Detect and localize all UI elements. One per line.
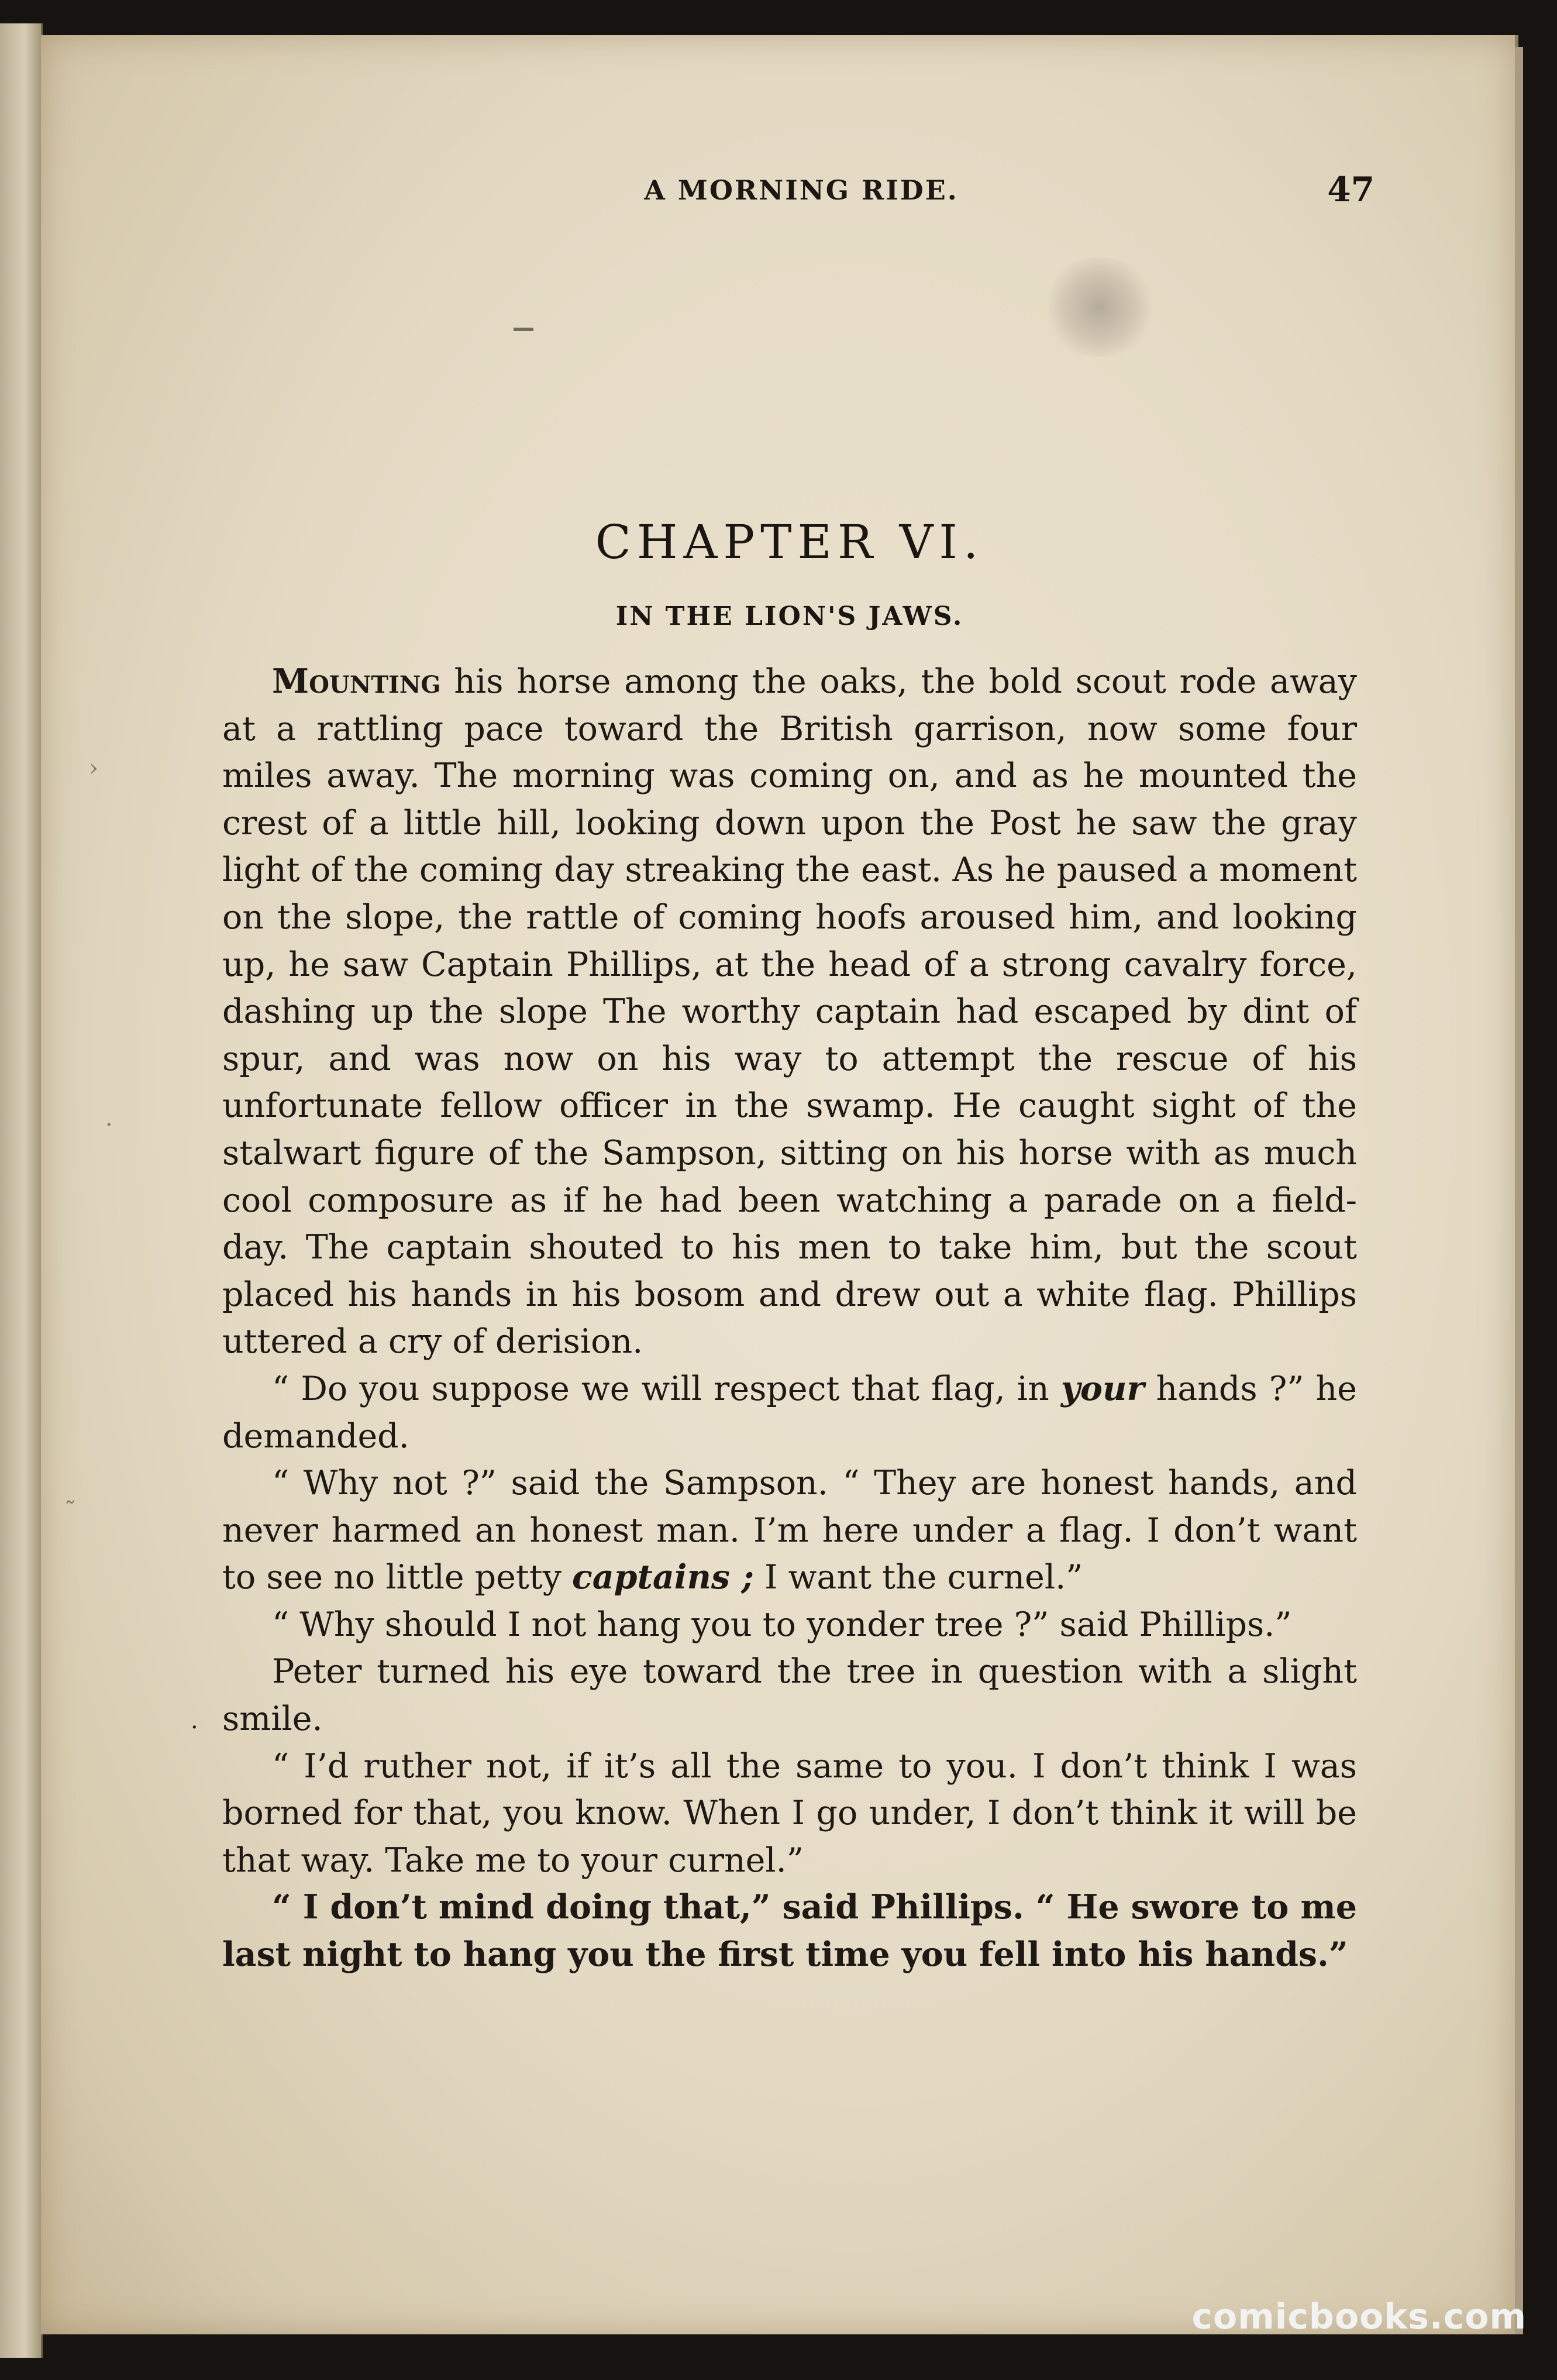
chapter-title: CHAPTER VI.	[595, 515, 984, 569]
margin-speck: ·	[191, 1714, 198, 1741]
paragraph-text: “ Do you suppose we will respect that flag, in	[272, 1369, 1061, 1408]
paragraph-7	[222, 1884, 1357, 1978]
paragraph-5	[222, 1648, 1357, 1742]
page-fore-edge	[1515, 47, 1523, 2334]
paragraph-text: hands ?” he demanded.	[222, 1369, 1357, 1456]
emphasis-word: your	[1060, 1368, 1145, 1408]
stray-ink-mark	[514, 328, 533, 331]
chapter-subtitle: IN THE LION'S JAWS.	[615, 601, 964, 631]
paragraph-1	[222, 658, 1357, 1366]
paragraph-4	[222, 1601, 1357, 1649]
paragraph-text: “ I’d ruther not, if it’s all the same to you. I don’t think I was borned for that, you know. When I go under, I don’t think it will be that way. Take me to your curnel.”	[222, 1746, 1357, 1880]
running-head: A MORNING RIDE.	[644, 174, 959, 206]
paragraph-6	[222, 1743, 1357, 1884]
drop-lead-word: Mounting	[272, 662, 441, 701]
paragraph-text: “ I don’t mind doing that,” said Phillips. “ He swore to me last night to hang you the first time you fell into his hands.”	[222, 1887, 1357, 1975]
paragraph-text: Peter turned his eye toward the tree in question with a slight smile.	[222, 1652, 1357, 1739]
margin-speck: ·	[105, 1112, 113, 1139]
facing-page-edge	[0, 23, 43, 2358]
library-stamp	[1041, 257, 1158, 357]
emphasis-word: captains ;	[572, 1557, 754, 1597]
bleed-through-top	[199, 88, 1357, 486]
paragraph-text: “ Why should I not hang you to yonder tree ?” said Phillips.”	[272, 1605, 1292, 1644]
paragraph-text: “ Why not ?” said the Sampson. “ They are honest hands, and never harmed an honest man. I’m here under a flag. I don’t want to see no little petty	[222, 1464, 1357, 1597]
margin-speck: ›	[89, 755, 98, 782]
body-text	[222, 658, 1357, 1979]
paragraph-3	[222, 1460, 1357, 1601]
margin-speck: ˜	[64, 1498, 76, 1525]
paragraph-2	[222, 1366, 1357, 1460]
paragraph-text: I want the curnel.”	[753, 1558, 1083, 1597]
paragraph-text: his horse among the oaks, the bold scout rode away at a rattling pace toward the British garrison, now some four miles away. The morning was coming on, and as he mounted the crest of a little hill, looking down upon the Post he saw the gray light of the coming day streaking the east. As he paused a moment on the slope, the rattle of coming hoofs aroused him, and looking up, he saw Captain Phillips, at the head of a strong cavalry force, dashing up the slope The worthy captain had escaped by dint of spur, and was now on his way to attempt the rescue of his unfortunate fellow officer in the swamp. He caught sight of the stalwart figure of the Sampson, sitting on his horse with as much cool composure as if he had been watching a parade on a field-day. The captain shouted to his men to take him, but the scout placed his hands in his bosom and drew out a white flag. Phillips uttered a cry of derision.	[222, 662, 1357, 1361]
watermark: comicbooks.com	[1191, 2296, 1527, 2337]
page-number: 47	[1327, 170, 1375, 209]
